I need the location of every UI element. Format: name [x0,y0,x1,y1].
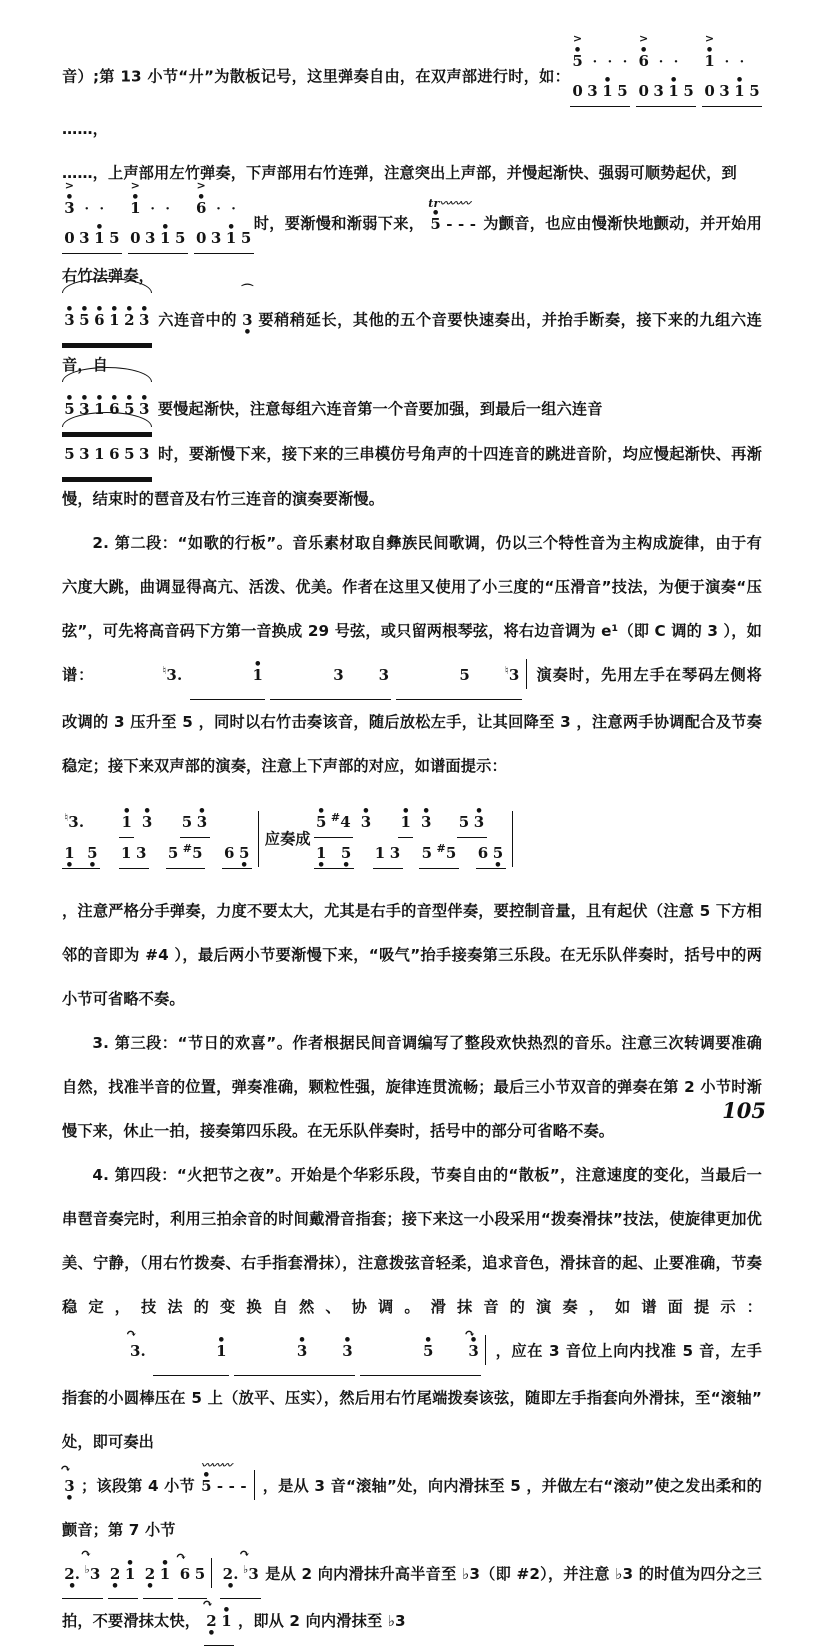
beam-1 [153,1329,229,1376]
system-barline [258,811,259,867]
note-cell-3 [194,179,254,254]
p4-text: 4. 第四段：“火把节之夜”。开始是个华彩乐段，节奏自由的“散板”，注意速度的变化，当最后一串琶音奏完时，利用三拍余音的时间戴滑音指套；接下来这一小段采用“拨奏滑抹”技法，使旋律更加优美、宁静，（用右竹拨奏、右手指套滑抹），注意拨弦音轻柔，追求音色，滑抹音的起、止要准确，节奏稳定，技法的变换自然、协调。滑抹音的演奏，如谱面提示： [62,1166,762,1316]
notation-jianman-group [62,179,254,254]
beam-2-1 [204,1599,234,1646]
note-1b: • 1 [158,1567,173,1582]
ellipsis-after-notation: ……， [62,120,109,138]
beam-2-1 [108,1552,138,1599]
note-flat3-dotted: ♮3. [162,664,183,684]
note-5: 5 [109,229,120,247]
paragraph-3 [62,1021,762,1153]
paragraph-1-line-2 [62,151,762,195]
note-3c: • ↷ 3 [436,1344,481,1359]
beam-5-3 [457,809,487,838]
lower-voice [194,225,254,254]
two-voice-cell [636,32,696,107]
barline [211,1558,212,1588]
note-sharp5: #5 [182,842,203,862]
note-2: ↷ 2 • [204,1614,219,1629]
barline [526,659,527,689]
sharp-icon: # [182,842,193,855]
note-3b: • 3 [137,313,152,328]
lower-voice [702,78,762,107]
notation-single-fermata [240,283,255,342]
notation-glide-single [62,1464,77,1508]
note-1: 1 • [314,846,329,861]
two-voice-cell [128,179,188,254]
note-sharp5: #5 [436,842,457,862]
note-3: 3 [653,82,664,100]
glissando-icon: ↷ [125,1327,137,1342]
p3-text: 3. 第三段：“节日的欢喜”。作者根据民间音调编写了整段欢快热烈的音乐。注意三次转调要准确自然，找准半音的位置，弹奏准确，颗粒性强，旋律连贯流畅；最后三小节双音的弹奏在第 2 小节时渐慢下来，休止一拍，接奏第四乐段。在无乐队伴奏时，括号中的部分可省略不奏。 [62,1034,762,1140]
note-cell-1 [62,179,122,254]
note-3: • 3 [62,313,77,328]
note-2b: 2 • [143,1567,158,1582]
beamed-group-double [62,432,152,477]
p4b-text: ，应在 3 音位上向内找准 5 音，左手指套的小圆棒压在 5 上（放平、压实），然后用右竹尾端拨奏该弦，随即左手指套向外滑抹，至“滚轴”处，即可奏出 [62,1342,762,1451]
beam-1-3 [119,809,134,838]
note-flat3: ↷ ♭3 [80,1547,101,1583]
note-3b: • 3 [140,815,155,830]
note-3: 3 [587,82,598,100]
note-6: 6 [477,844,489,862]
note-3-fermata: 3 • [240,313,255,328]
note-3: 3 [79,229,90,247]
paragraph-4 [62,1153,762,1464]
note-cell-3 [702,32,762,107]
note-3b: 3 [378,666,390,684]
note-5-accent: • > 5 [570,54,585,69]
note-6: • 6 [92,313,107,328]
two-voice-cell [702,32,762,107]
p4c-text-b: ，是从 3 音“滚轴”处，向内滑抹至 5 ，并做左右“滚动”使之发出柔和的颤音；第 7 小节 [62,1477,763,1539]
note-6: ↷ 6 [175,1550,191,1583]
p2c-text: ，注意严格分手弹奏，力度不要太大，尤其是右手的音型伴奏，要控制音量，且有起伏（注意 5 下方相邻的音即为 #4 ），最后两小节要渐慢下来，“吸气”抬手接奏第三乐段。在无乐队伴奏时，括号中的两小节可省略不奏。 [62,902,762,1008]
note-3b: 3 [139,445,150,463]
beam-2-1b [143,1552,173,1599]
note-5: • 5 [314,815,329,830]
note-5: 5 [174,229,186,247]
dot-filler: · · · [585,55,631,70]
beam-2-flat3 [62,1547,103,1599]
p1d-text-a: 六连音中的 [157,311,237,329]
two-voice-cell [62,179,122,254]
note-3: 3 [79,445,90,463]
note-5: 5 [683,82,694,100]
beam-5-s4 [314,809,353,838]
note-5b: 5 [458,813,470,831]
note-5: 5 [240,229,252,247]
notation-two-voice-example [62,788,519,889]
glissando-icon: ↷ [202,1597,214,1612]
page-number: 105 [722,1098,766,1123]
note-6-accent: • > 6 [194,201,209,216]
natural-icon: ♮ [64,811,69,824]
beamed-group [128,225,188,254]
beam-6-5 [175,1550,208,1599]
trill-dashes: - - - [446,214,477,233]
paragraph-1-line-6 [62,432,762,521]
wiggle: 〰〰〰 [200,1459,231,1472]
accent-icon: • > [572,32,583,45]
note-3: 3 [719,82,730,100]
trill-note-5: • 5 [428,217,443,232]
p1-text: 音）;第 13 小节“廾”为散板记号，这里弹奏自由，在双声部进行时，如： [62,67,571,86]
note-3: 3 [145,229,156,247]
fermata-group [240,283,255,342]
paragraph-2-notation-line [62,788,762,889]
notation-sixlet-c [62,432,152,477]
note-6: 6 [109,445,120,463]
beam-1-5 [314,840,354,869]
notation-example-pressglide [99,653,530,700]
dot-filler: · · [208,202,239,217]
beam-5-s5 [166,840,205,869]
two-voice-cell [194,179,254,254]
paragraph-1-line-4 [62,283,762,387]
note-5: • 5 [199,1479,214,1494]
note-3c: • 3 [472,815,487,830]
beam-5-3 [180,809,210,838]
notation-fragment-2-1 [204,1599,234,1646]
flat-icon-2: ♭ [243,1563,249,1576]
system-barline-end [512,811,513,867]
beamed-group-2 [270,653,391,700]
glissando-icon: ↷ [80,1547,92,1562]
paragraph-2 [62,521,762,788]
note-5: • 5 [77,313,92,328]
note-1: • 1 [92,402,107,417]
note-0: 0 [64,229,75,247]
beamed-group [636,78,696,107]
barline [485,1335,486,1365]
paragraph-4c [60,1459,763,1552]
note-1-accent: • > 1 [128,201,143,216]
p1d-text-b: 要稍稍延长，其他的五个音要快速奏出，并抬手断奏，接下来的九组六连音，自 [62,311,762,374]
note-1: • 1 [220,668,265,683]
note-3: • 3 [264,1344,309,1359]
note-5: 5 [181,813,193,831]
beamed-group [194,225,254,254]
p4d-text-a: 是从 2 向内滑抹升高半音至 ♭3（即 #2），并注意 ♭3 的时值为四分之三拍，不要滑抹太快， [62,1565,762,1630]
note-5: • 5 [390,1344,435,1359]
lower-voice-m1 [62,840,252,869]
lower-voice-m2 [314,840,506,869]
note-2: • 2 [122,313,137,328]
note-5: 5 [617,82,628,100]
note-cell-2 [636,32,696,107]
note-6: 6 [224,844,235,862]
note-1: • 1 [123,1567,138,1582]
flat-icon: ♭ [84,1563,90,1576]
measure-1 [62,809,252,869]
p1c-text-a: 时，要渐慢和渐弱下来， [253,214,425,233]
glissando-icon-3: ↷ [238,1547,250,1562]
note-1: • 1 [224,231,239,246]
note-5: 5 • [339,846,354,861]
p4d-text-b: ，即从 2 向内滑抹至 ♭3 [237,1612,406,1630]
note-flat3b: ↷ ♭3 [238,1547,259,1583]
beamed-group [570,78,630,107]
glissando-icon: ↷ [60,1462,72,1477]
natural-icon: ♮ [162,664,167,677]
note-1: • 1 [119,815,134,830]
notation-measure-7 [62,1547,261,1599]
note-5: 5 [194,1565,206,1583]
upper-voice-m1 [62,809,252,840]
note-5c: 5 • [237,846,252,861]
paragraph-1-line-1 [62,32,762,151]
beam-1 [398,809,413,838]
beam-1-3b [119,840,149,869]
note-0: 0 [572,82,583,100]
beam-1-3b [373,840,403,869]
note-3-accent: • > 3 [62,201,77,216]
note-5c: 5 • [491,846,506,861]
note-1: • 1 [158,231,173,246]
note-5b: 5 [167,844,179,862]
dashes: - - - [216,1477,247,1495]
dot-filler: · · [142,202,173,217]
page-content [60,32,763,1646]
note-2-dotted: 2. • [62,1567,82,1582]
lower-voice [636,78,696,107]
beam-6-5 [222,840,252,869]
dot-filler: · · [76,202,108,217]
note-1: • 1 [184,1344,229,1359]
sixlet-group [62,298,152,343]
note-3: 3 [135,844,147,862]
note-3-dotted: ♮3. [64,811,85,831]
sixlet-group [62,432,152,477]
note-cell-2 [128,179,188,254]
note-3c: • 3 [195,815,210,830]
beam-6-5 [476,840,506,869]
note-1: • 1 [732,84,747,99]
note-5b: • 5 [122,402,137,417]
natural-icon-2: ♮ [504,664,509,677]
note-3: 3 [389,844,401,862]
lower-voice [128,225,188,254]
accent-icon: • > [130,179,141,192]
p2b-text: 演奏时，先用左手在琴码左侧将改调的 3 压升至 5 ，同时以右竹击奏该音，随后放松左手，让其回降至 3 ，注意两手协调配合及节奏稳定；接下来双声部的演奏，注意上下声部的对应，如谱面提示： [62,666,762,775]
dot-filler: · · [651,55,682,70]
note-1: • 1 [219,1614,234,1629]
dot-filler: · · [717,55,748,70]
note-1: 1 • [62,846,77,861]
note-6-accent: • > 6 [636,54,651,69]
note-1: • 1 [600,84,615,99]
note-3: • 3 [77,402,92,417]
p1b-text: ……，上声部用左竹弹奏，下声部用右竹连弹，注意突出上声部，并慢起渐快、强弱可顺势起伏，到 [62,164,737,182]
beam-1-5 [62,840,100,869]
note-1b: 1 [374,844,386,862]
note-1: 1 [94,445,105,463]
accent-icon: • > [704,32,715,45]
p1e-text: 要慢起渐快，注意每组六连音第一个音要加强，到最后一组六连音 [157,400,603,418]
glissando-icon-2: ↷ [175,1550,187,1565]
note-1: • 1 [398,815,413,830]
beam-5-3 [360,1329,481,1376]
note-3b: • 3 [310,1344,355,1359]
upper-voice-m2 [314,809,506,840]
note-0: 0 [195,229,207,247]
note-3-dotted: ↷ 3. [97,1344,148,1359]
lower-voice [62,225,122,254]
note-3-glide: ↷ 3 • [62,1479,77,1494]
note-3: 3 [333,666,344,684]
glissando-icon-2: • ↷ [464,1327,476,1342]
beamed-group [702,78,762,107]
note-3c: ♮3 [504,664,520,684]
notation-glide-example [67,1329,490,1376]
p4c-text-a: ；该段第 4 小节 [80,1477,195,1495]
beam-frag-2-flat3 [220,1547,261,1599]
beamed-group [190,653,266,700]
note-1: • 1 [666,84,681,99]
trill-label: tr [428,196,440,210]
note-3: • 3 [359,815,374,830]
trill-wiggle: 〰〰〰 [439,196,470,210]
note-5: 5 [459,666,470,684]
answer-label: 应奏成 [264,830,311,848]
notation-banban-group-1 [570,32,762,107]
accent-icon: • > [639,32,649,45]
paragraph-4d [62,1547,762,1646]
notation-sixlet-a [62,298,152,343]
note-6: • 6 [107,402,122,417]
p2-text: 2. 第二段：“如歌的行板”。音乐素材取自彝族民间歌调，仍以三个特性音为主构成旋律，由于有六度大跳，曲调显得高亢、活泼、优美。作者在这里又使用了小三度的“压滑音”技法，为便于演奏“压弦”，可先将高音码下方第一音换成 29 号弦，或只留两根琴弦，将右边音调为 e¹（即 C 调的 3 ），如谱： [62,534,762,684]
note-1: • 1 [107,313,122,328]
beamed-group-3 [396,653,521,700]
note-5b: 5 [124,445,135,463]
beam-3-3 [234,1329,355,1376]
note-1-accent: • > 1 [702,54,717,69]
note-3: 3 [210,229,222,247]
fermata-icon: ⌒ [241,283,254,297]
sharp-icon: # [436,842,446,855]
note-2c-dotted: 2. • [220,1567,240,1582]
paragraph-1-line-5 [62,387,762,432]
barline [254,1470,255,1500]
accent-icon: • > [196,179,206,192]
note-5: 5 [64,445,75,463]
note-3b: • 3 [137,402,152,417]
note-5: 5 [749,82,760,100]
note-5b: 5 [421,844,433,862]
beam-5-s5 [419,840,458,869]
p1f-text: 时，要渐慢下来，接下来的三串模仿号角声的十四连音的跳进音阶，均应慢起渐快、再渐慢，结束时的琶音及右竹三连音的演奏要渐慢。 [62,445,762,508]
note-0: 0 [638,82,650,100]
paragraph-2c [62,889,762,1021]
note-cell-1 [570,32,631,107]
note-2: 2 • [108,1567,123,1582]
measure-2 [314,809,506,869]
paragraph-1-line-3 [62,179,762,298]
note-5: 5 • [85,846,100,861]
note-0: 0 [130,229,141,247]
notation-measure-4 [199,1459,259,1508]
p1c-text-b: 为颤音，也应由慢渐快地颤动，并开始用右竹法弹奏， [62,214,762,285]
sharp-icon: # [330,811,341,824]
note-1: • 1 [92,231,107,246]
note-5: • 5 [62,402,77,417]
beamed-group-double [62,298,152,343]
two-voice-cell [570,32,631,107]
note-3b: • 3 [419,815,434,830]
note-1b: 1 [121,844,132,862]
note-0: 0 [704,82,715,100]
note-sharp4: #4 [330,811,351,831]
beamed-group [62,225,122,254]
accent-icon: • > [64,179,75,192]
lower-voice [570,78,630,107]
notation-trill [428,196,479,246]
